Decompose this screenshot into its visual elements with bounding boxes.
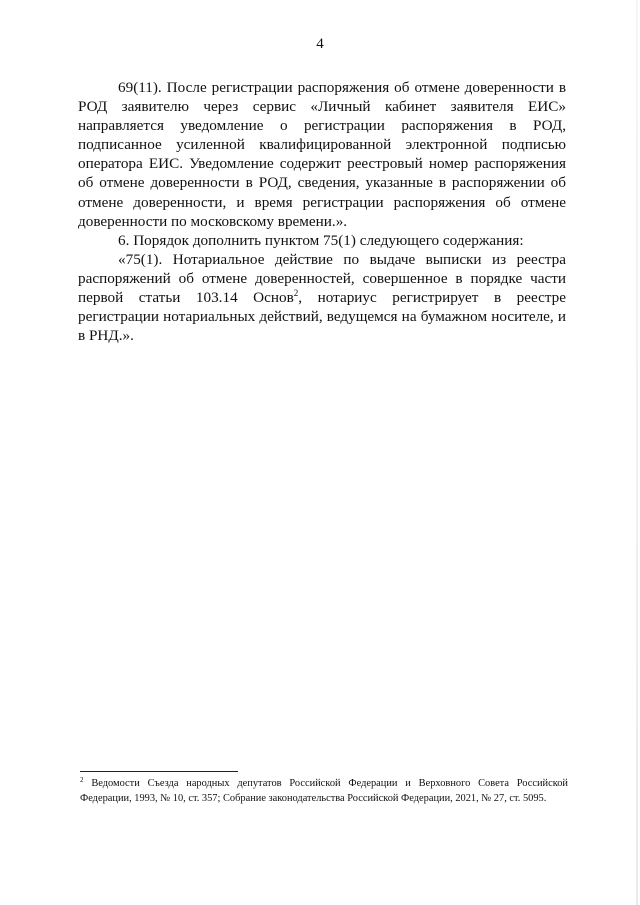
document-body	[78, 78, 566, 345]
footnote-reference[interactable]: 2	[293, 288, 299, 299]
paragraph-75-1-text-continued: , нотариус регистрирует в реестре регистрации нотариальных действий, ведущемся на бумажном носителе, и в РНД.».	[78, 289, 566, 345]
footnote-mark: 2	[80, 776, 84, 784]
footnote-divider	[80, 771, 238, 772]
scan-edge-shadow	[636, 0, 638, 905]
footnote	[80, 777, 568, 806]
page-number: 4	[316, 36, 324, 52]
paragraph-69-11: 69(11). После регистрации распоряжения об отмене доверенности в РОД заявителю через сервис «Личный кабинет заявителя ЕИС» направляется уведомление о регистрации распоряжения в РОД, подписанное усиленной квалифицированной электронной подписью оператора ЕИС. Уведомление содержит реестровый номер распоряжения об отмене доверенности в РОД, сведения, указанные в распоряжении об отмене доверенности, и время регистрации распоряжения об отмене доверенности по московскому времени.».	[78, 79, 566, 230]
paragraph-amendment-6: 6. Порядок дополнить пунктом 75(1) следующего содержания:	[118, 231, 524, 249]
paragraph-75-1	[78, 250, 566, 345]
paragraph-75-1-text: «75(1). Нотариальное действие по выдаче выписки из реестра распоряжений об отмене доверенностей, совершенное в порядке части первой статьи 103.14 Основ	[78, 250, 566, 307]
footnote-text: Ведомости Съезда народных депутатов Российской Федерации и Верховного Совета Российской Федерации, 1993, № 10, ст. 357; Собрание законодательства Российской Федерации, 2021, № 27, ст. 5095.	[80, 778, 568, 804]
